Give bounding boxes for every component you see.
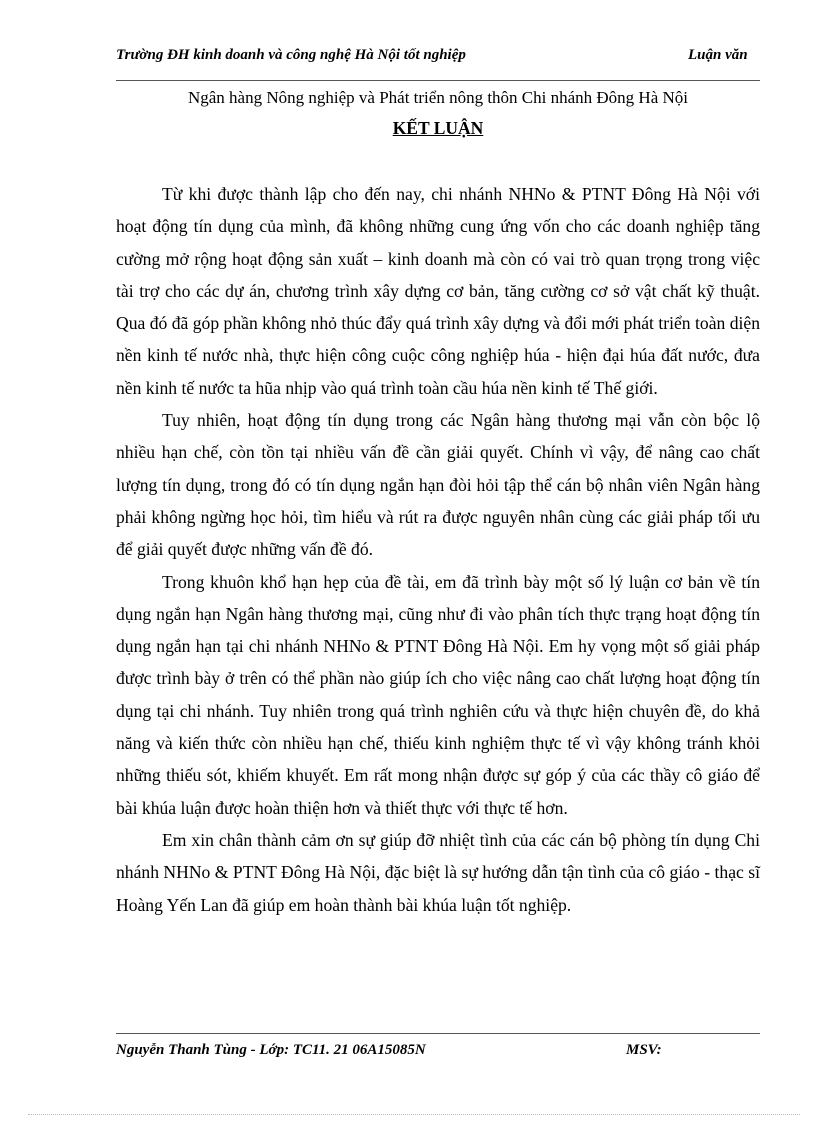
footer-author: Nguyễn Thanh Tùng - Lớp: TC11. 21 06A15085N <box>116 1042 426 1058</box>
page-bottom-edge <box>28 1114 800 1115</box>
footer-divider <box>116 1033 760 1034</box>
header-document-type: Luận văn <box>688 47 748 63</box>
paragraph-2: Tuy nhiên, hoạt động tín dụng trong các Ngân hàng thương mại vẫn còn bộc lộ nhiều hạn chế, còn tồn tại nhiều vấn đề cần giải quyết. Chính vì vậy, để nâng cao chất lượng tín dụng, trong đó có tín dụng ngắn hạn đòi hỏi tập thể cán bộ nhân viên Ngân hàng phải không ngừng học hỏi, tìm hiểu và rút ra được nguyên nhân cùng các giải pháp tối ưu để giải quyết được những vấn đề đó. <box>116 410 760 560</box>
paragraph-1: Từ khi được thành lập cho đến nay, chi nhánh NHNo & PTNT Đông Hà Nội với hoạt động tín dụng của mình, đã không những cung ứng vốn cho các doanh nghiệp tăng cường mở rộng hoạt động sản xuất – kinh doanh mà còn có vai trò quan trọng trong việc tài trợ cho các dự án, chương trình xây dựng cơ bản, tăng cường cơ sở vật chất kỹ thuật. Qua đó đã góp phần không nhỏ thúc đẩy quá trình xây dựng và đổi mới phát triển toàn diện nền kinh tế nước nhà, thực hiện công cuộc công nghiệp húa - hiện đại húa đất nước, đưa nền kinh tế nước ta hũa nhịp vào quá trình toàn cầu húa nền kinh tế Thế giới. <box>116 184 760 398</box>
header-school-name: Trường ĐH kinh doanh và công nghệ Hà Nội tốt nghiệp <box>116 47 466 63</box>
paragraph-3: Trong khuôn khổ hạn hẹp của đề tài, em đã trình bày một số lý luận cơ bản về tín dụng ngắn hạn Ngân hàng thương mại, cũng như đi vào phân tích thực trạng hoạt động tín dụng ngắn hạn tại chi nhánh NHNo & PTNT Đông Hà Nội. Em hy vọng một số giải pháp được trình bày ở trên có thể phần nào giúp ích cho việc nâng cao chất lượng hoạt động tín dụng tại chi nhánh. Tuy nhiên trong quá trình nghiên cứu và thực hiện chuyên đề, do khả năng và kiến thức còn nhiều hạn chế, thiếu kinh nghiệm thực tế vì vậy không tránh khỏi những thiếu sót, khiếm khuyết. Em rất mong nhận được sự góp ý của các thầy cô giáo để bài khúa luận được hoàn thiện hơn và thiết thực với thực tế hơn. <box>116 571 760 818</box>
footer-student-id-label: MSV: <box>626 1042 662 1058</box>
page-title: KẾT LUẬN <box>392 118 484 138</box>
header-divider <box>116 80 760 81</box>
bank-subtitle: Ngân hàng Nông nghiệp và Phát triển nông thôn Chi nhánh Đông Hà Nội <box>187 88 688 107</box>
conclusion-body <box>116 178 760 921</box>
paragraph-4: Em xin chân thành cảm ơn sự giúp đỡ nhiệt tình của các cán bộ phòng tín dụng Chi nhánh NHNo & PTNT Đông Hà Nội, đặc biệt là sự hướng dẫn tận tình của cô giáo - thạc sĩ Hoàng Yến Lan đã giúp em hoàn thành bài khúa luận tốt nghiệp. <box>116 829 760 915</box>
